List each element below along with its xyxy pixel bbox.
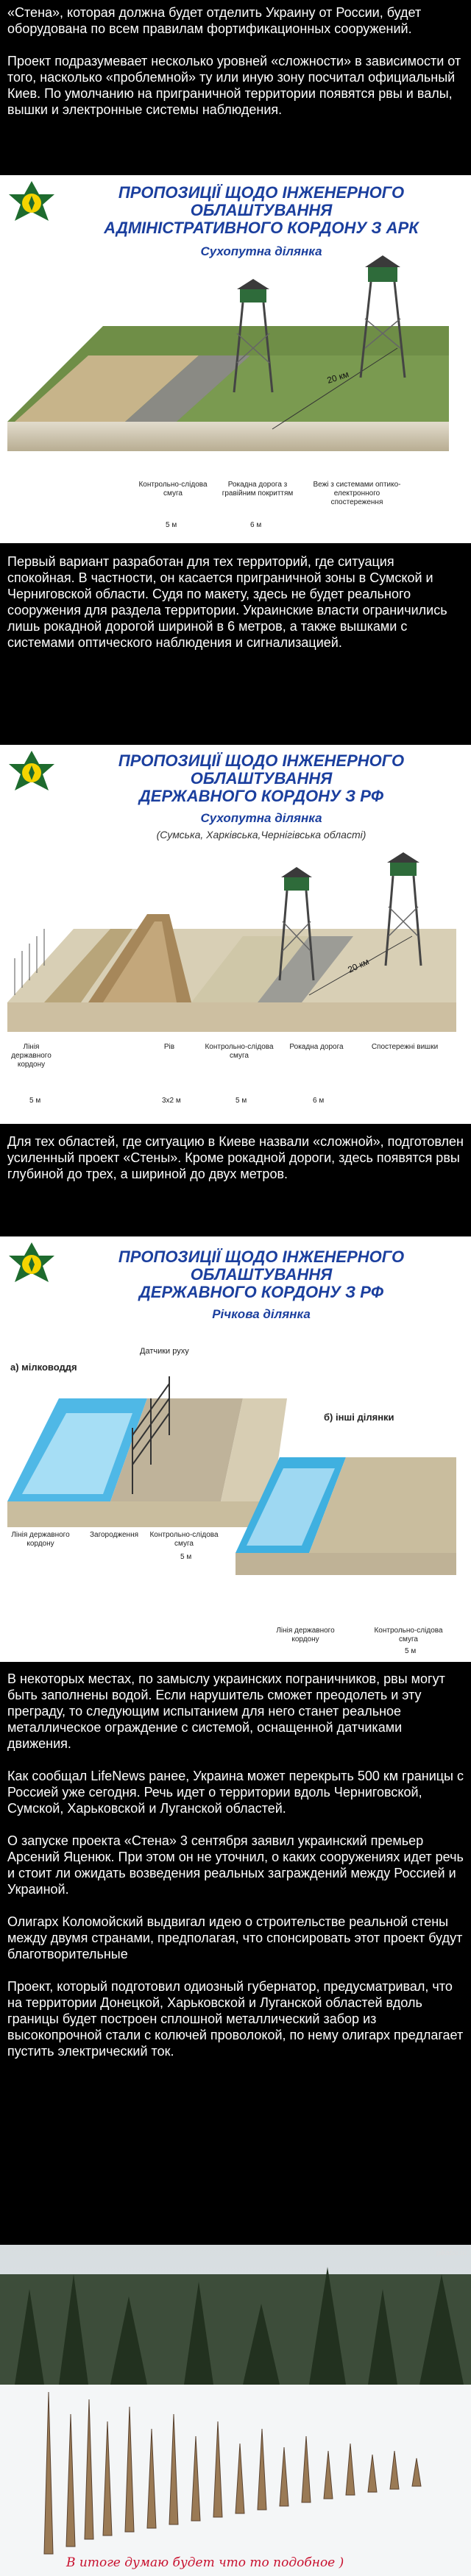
diagram-title: ДЕРЖАВНОГО КОРДОНУ З РФ [138, 787, 384, 805]
terrain-illustration [0, 848, 471, 1047]
paragraph: «Стена», которая должна будет отделить Украину от России, будет оборудована по всем правилам фортификационных сооружений. [7, 5, 422, 36]
towers-caption: Спостережні вишки [371, 1043, 439, 1051]
shallow-label: а) мілководдя [10, 1362, 77, 1373]
road-caption: Рокадна дорога [289, 1043, 344, 1051]
diagram-rf-border-river [0, 1236, 471, 1662]
diagram-title: ПРОПОЗИЦІЇ ЩОДО ІНЖЕНЕРНОГО ОБЛАШТУВАННЯ [118, 1248, 405, 1284]
strip-caption: Контрольно-слідова смуга [138, 481, 208, 498]
dimension-label: 5 м [236, 1097, 247, 1105]
dimension-label: 6 м [313, 1097, 325, 1105]
palisade-photo [0, 2245, 471, 2576]
paragraph: Как сообщал LifeNews ранее, Украина может перекрыть 500 км границы с Россией уже сегодня. Речь идет о территории вдоль Черниговской, Сумской, Харьковской и Луганской областей. [7, 1769, 464, 1816]
diagram-regions: (Сумська, Харківська,Чернігівська області) [156, 829, 366, 841]
variant2-text [0, 1133, 471, 1182]
diagram-subtitle: Сухопутна ділянка [200, 811, 322, 825]
diagram-arc-border [0, 175, 471, 543]
ditch-caption: Рів [163, 1043, 175, 1051]
intro-text [0, 4, 471, 118]
paragraph: В некоторых местах, по замыслу украинских пограничников, рвы могут быть заполнены водой. Если нарушитель сможет преодолеть и эту преграду, то следующим испытанием для него станет реальное металлическое ограждение с системой, оснащенной датчиками движения. [7, 1671, 445, 1751]
variant1-text [0, 553, 471, 651]
terrain-illustration [0, 245, 471, 481]
diagram-title: ДЕРЖАВНОГО КОРДОНУ З РФ [138, 1283, 384, 1301]
river-illustration [0, 1369, 471, 1590]
sensors-label: Датчики руху [140, 1347, 189, 1356]
handwritten-caption: В итоге думаю будет что то подобное ) [66, 2555, 344, 2570]
border-guard-emblem-icon [6, 180, 57, 231]
border-guard-emblem-icon [6, 749, 57, 801]
border-guard-emblem-icon [6, 1241, 57, 1292]
paragraph: Для тех областей, где ситуацию в Киеве назвали «сложной», подготовлен усиленный проект «Стены». Кроме рокадной дороги, здесь появятся рвы глубиной до трех, а шириной до двух метров. [7, 1134, 464, 1181]
border-line-caption: Лінія державного кордону [11, 1531, 70, 1548]
border-line-caption: Лінія державного кордону [276, 1627, 335, 1643]
diagram-subtitle: Річкова ділянка [212, 1307, 311, 1321]
details-text [0, 1671, 471, 2059]
other-label: б) інші ділянки [324, 1412, 394, 1423]
diagram-title: АДМІНІСТРАТИВНОГО КОРДОНУ З АРК [104, 219, 419, 237]
diagram-title: ПРОПОЗИЦІЇ ЩОДО ІНЖЕНЕРНОГО ОБЛАШТУВАННЯ [118, 751, 405, 788]
paragraph: О запуске проекта «Стена» 3 сентября заявил украинский премьер Арсений Яценюк. При этом он не уточнил, о каких сооружениях идет речь и стоит ли ожидать возведения реальных заграждений между Россией и Украиной. [7, 1833, 464, 1897]
dimension-label: 5 м [405, 1647, 417, 1655]
diagram-rf-border-land [0, 745, 471, 1124]
dimension-label: 5 м [166, 521, 177, 529]
distance-label: 20 км [346, 956, 371, 975]
strip-caption: Контрольно-слідова смуга [205, 1043, 274, 1060]
barrier-caption: Загородження [89, 1531, 139, 1539]
dimension-label: 5 м [29, 1097, 41, 1105]
paragraph: Первый вариант разработан для тех территорий, где ситуация спокойная. В частности, он касается приграничной зоны в Сумской и Черниговской области. Судя по макету, здесь не будет реального сооружения для раздела территории. Украинские власти ограничились лишь рокадной дорогой шириной в 6 метров, а также вышками с системами оптического наблюдения и сигнализацией. [7, 554, 447, 650]
strip-caption: Контрольно-слідова смуга [374, 1627, 443, 1643]
road-caption: Рокадна дорога з гравійним покриттям [222, 481, 294, 498]
border-line-caption: Лінія державного кордону [11, 1043, 52, 1069]
dimension-label: 6 м [250, 521, 262, 529]
dimension-label: 5 м [180, 1553, 192, 1561]
strip-caption: Контрольно-слідова смуга [149, 1531, 219, 1548]
watermark: pikabu.ru [436, 2249, 467, 2257]
diagram-title: ПРОПОЗИЦІЇ ЩОДО ІНЖЕНЕРНОГО ОБЛАШТУВАННЯ [118, 183, 405, 219]
paragraph: Олигарх Коломойский выдвигал идею о строительстве реальной стены между двумя странами, предполагая, что спонсировать этот проект будут благотворительные [7, 1914, 463, 1961]
distance-label: 20 км [325, 369, 350, 386]
dimension-label: 3х2 м [162, 1097, 181, 1105]
towers-caption: Вежі з системами оптико-електронного спостереження [313, 481, 401, 506]
paragraph: Проект, который подготовил одиозный губернатор, предусматривал, что на территории Донецкой, Харьковской и Луганской областей вдоль границы будет построен сплошной металлический забор из высокопрочной стали с колючей проволокой, по нему олигарх предлагает пустить электрический ток. [7, 1979, 464, 2059]
paragraph: Проект подразумевает несколько уровней «сложности» в зависимости от того, насколько «проблемной» ту или иную зону посчитал официальный Киев. По умолчанию на приграничной территории появятся рвы и валы, вышки и электронные системы наблюдения. [7, 54, 461, 117]
diagram-subtitle: Сухопутна ділянка [200, 244, 322, 258]
